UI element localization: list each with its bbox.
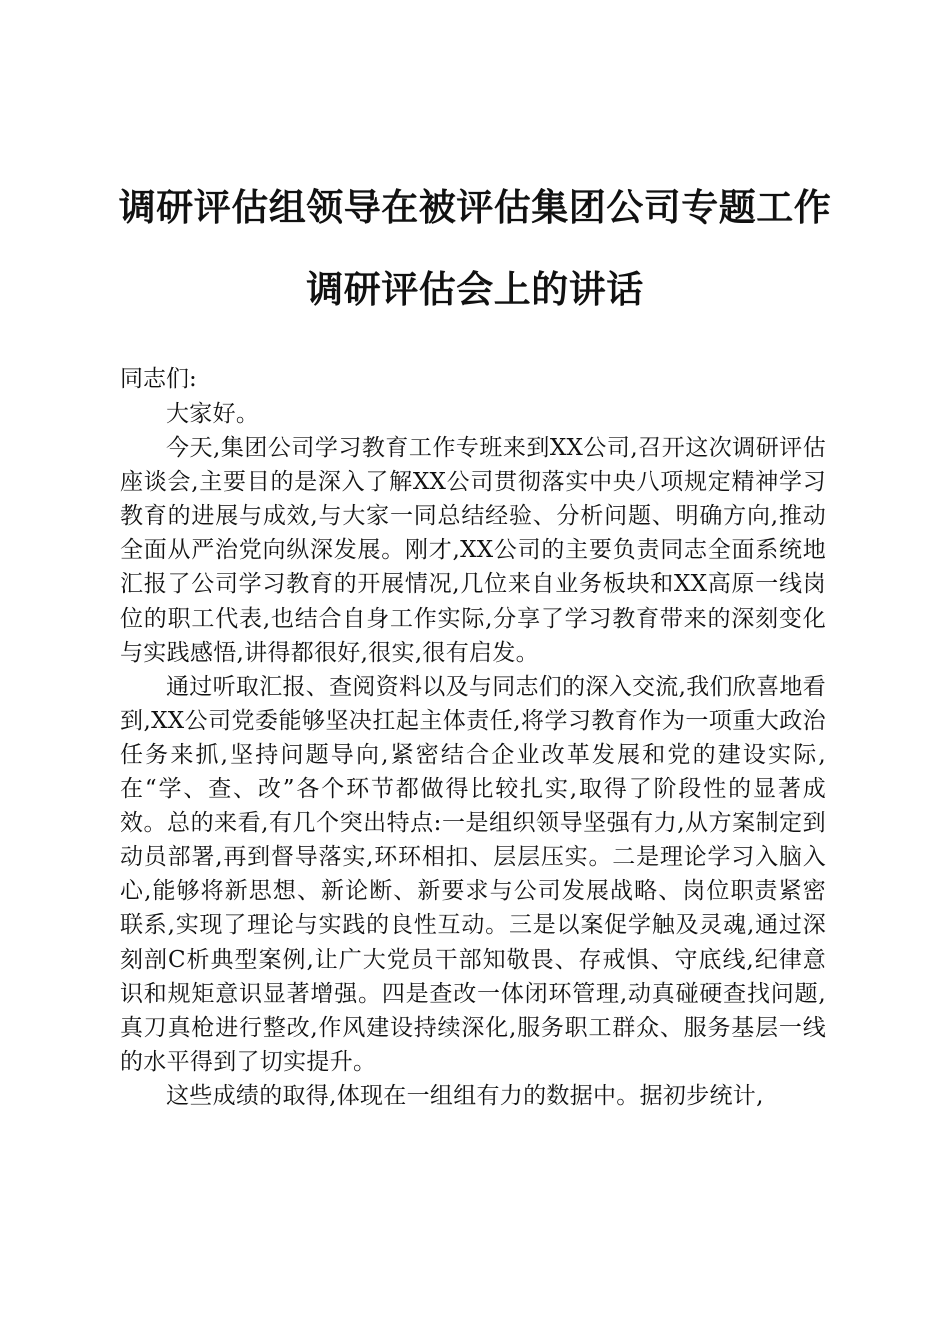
- salutation: 同志们:: [120, 366, 197, 392]
- document-title: 调研评估组领导在被评估集团公司专题工作调研评估会上的讲话: [118, 185, 832, 311]
- paragraph-introduction: 今天,集团公司学习教育工作专班来到XX公司,召开这次调研评估座谈会,主要目的是深入了解XX公司贯彻落实中央八项规定精神学习教育的进展与成效,与大家一同总结经验、分析问题、明确方向,推动全面从严治党向纵深发展。刚才,XX公司的主要负责同志全面系统地汇报了公司学习教育的开展情况,几位来自业务板块和XX高原一线岗位的职工代表,也结合自身工作实际,分享了学习教育带来的深刻变化与实践感悟,讲得都很好,很实,很有启发。: [120, 435, 826, 666]
- document-body: [120, 397, 826, 1113]
- paragraph-statistics: 这些成绩的取得,体现在一组组有力的数据中。据初步统计,: [166, 1082, 764, 1109]
- paragraph-greeting: 大家好。: [166, 401, 260, 427]
- paragraph-achievements: 通过听取汇报、查阅资料以及与同志们的深入交流,我们欣喜地看到,XX公司党委能够坚决扛起主体责任,将学习教育作为一项重大政治任务来抓,坚持问题导向,紧密结合企业改革发展和党的建设实际,在“学、查、改”各个环节都做得比较扎实,取得了阶段性的显著成效。总的来看,有几个突出特点:一是组织领导坚强有力,从方案制定到动员部署,再到督导落实,环环相扣、层层压实。二是理论学习入脑入心,能够将新思想、新论断、新要求与公司发展战略、岗位职责紧密联系,实现了理论与实践的良性互动。三是以案促学触及灵魂,通过深刻剖C析典型案例,让广大党员干部知敬畏、存戒惧、守底线,纪律意识和规矩意识显著增强。四是查改一体闭环管理,动真碰硬查找问题,真刀真枪进行整改,作风建设持续深化,服务职工群众、服务基层一线的水平得到了切实提升。: [120, 673, 827, 1075]
